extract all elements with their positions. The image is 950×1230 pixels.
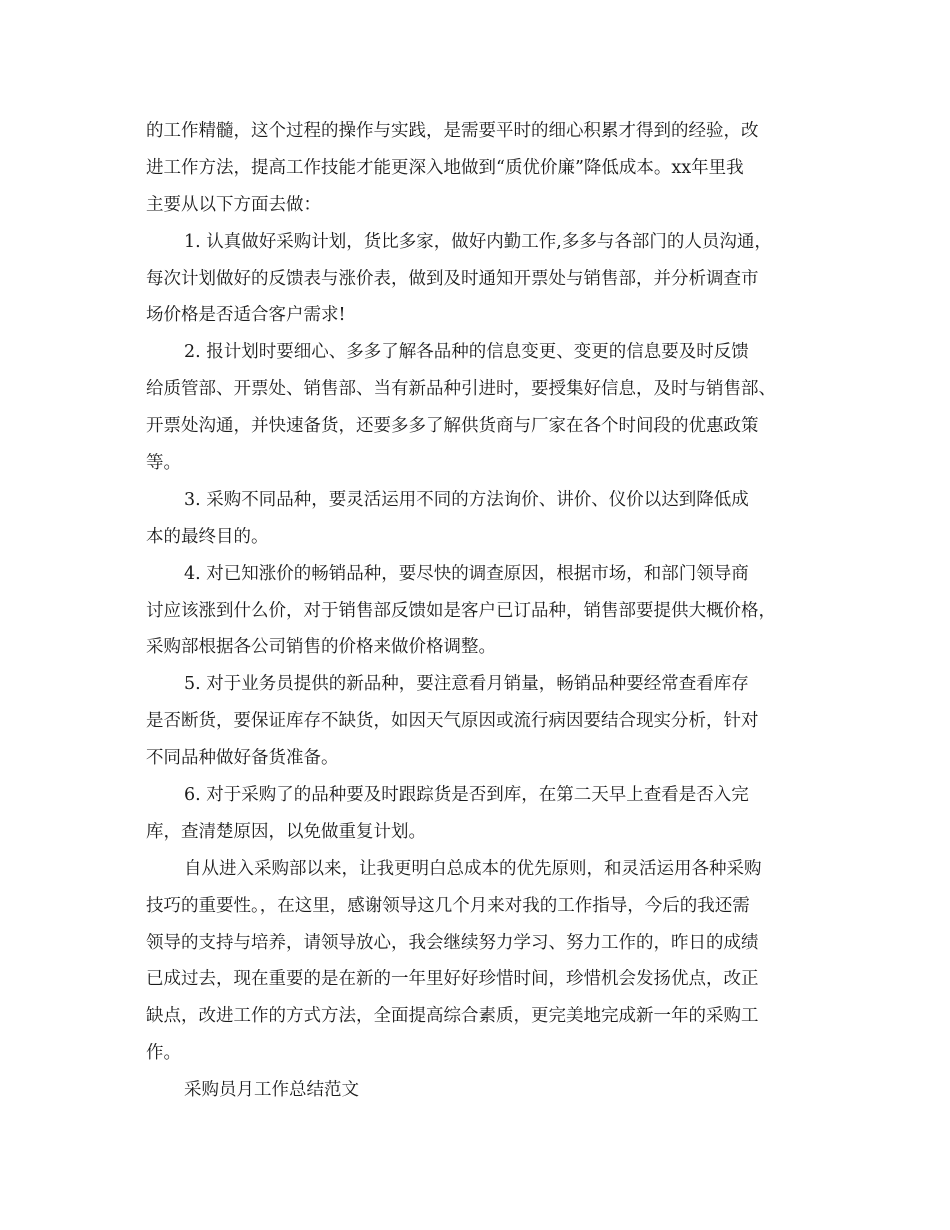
text-line: 的工作精髓，这个过程的操作与实践，是需要平时的细心积累才得到的经验，改 [146, 121, 759, 141]
list-item-4-line: 4. 对已知涨价的畅销品种，要尽快的调查原因，根据市场，和部门领导商 [184, 563, 749, 584]
text-line: 不同品种做好备货准备。 [146, 748, 339, 769]
text-line: 给质管部、开票处、销售部、当有新品种引进时，要授集好信息，及时与销售部、 [146, 379, 776, 400]
text-line: 开票处沟通，并快速备货，还要多多了解供货商与厂家在各个时间段的优惠政策 [146, 416, 759, 437]
text-line: 已成过去，现在重要的是在新的一年里好好珍惜时间，珍惜机会发扬优点，改正 [146, 969, 759, 990]
closing-paragraph-line: 自从进入采购部以来，让我更明白总成本的优先原则，和灵活运用各种采购 [184, 858, 762, 879]
list-item-5-line: 5. 对于业务员提供的新品种，要注意看月销量，畅销品种要经常查看库存 [184, 674, 749, 695]
section-heading: 采购员月工作总结范文 [184, 1080, 359, 1101]
list-item-2-line: 2. 报计划时要细心、多多了解各品种的信息变更、变更的信息要及时反馈 [184, 342, 749, 363]
list-item-3-line: 3. 采购不同品种，要灵活运用不同的方法询价、讲价、仪价以达到降低成 [184, 489, 749, 510]
list-item-6-line: 6. 对于采购了的品种要及时跟踪货是否到库，在第二天早上查看是否入完 [184, 785, 749, 806]
text-line: 技巧的重要性。，在这里，感谢领导这几个月来对我的工作指导，今后的我还需 [146, 895, 750, 916]
list-item-1-line: 1. 认真做好采购计划，货比多家，做好内勤工作,多多与各部门的人员沟通， [184, 231, 772, 252]
text-line: 作。 [146, 1043, 181, 1064]
text-line: 每次计划做好的反馈表与涨价表，做到及时通知开票处与销售部，并分析调查市 [146, 268, 759, 289]
text-line: 主要从以下方面去做： [146, 194, 321, 215]
text-line: 讨应该涨到什么价，对于销售部反馈如是客户已订品种，销售部要提供大概价格， [146, 600, 776, 621]
text-line: 采购部根据各公司销售的价格来做价格调整。 [146, 637, 496, 658]
text-line: 是否断货，要保证库存不缺货，如因天气原因或流行病因要结合现实分析，针对 [146, 711, 759, 732]
document-body [146, 113, 826, 1109]
text-line: 等。 [146, 453, 181, 474]
text-line: 场价格是否适合客户需求! [146, 305, 346, 326]
text-line: 进工作方法，提高工作技能才能更深入地做到“质优价廉”降低成本。xx年里我 [146, 157, 744, 178]
text-line: 领导的支持与培养，请领导放心，我会继续努力学习、努力工作的，昨日的成绩 [146, 932, 759, 953]
text-line: 库，查清楚原因，以免做重复计划。 [146, 821, 426, 842]
text-line: 本的最终目的。 [146, 526, 269, 547]
text-line: 缺点，改进工作的方式方法，全面提高综合素质，更完美地完成新一年的采购工 [146, 1006, 759, 1027]
